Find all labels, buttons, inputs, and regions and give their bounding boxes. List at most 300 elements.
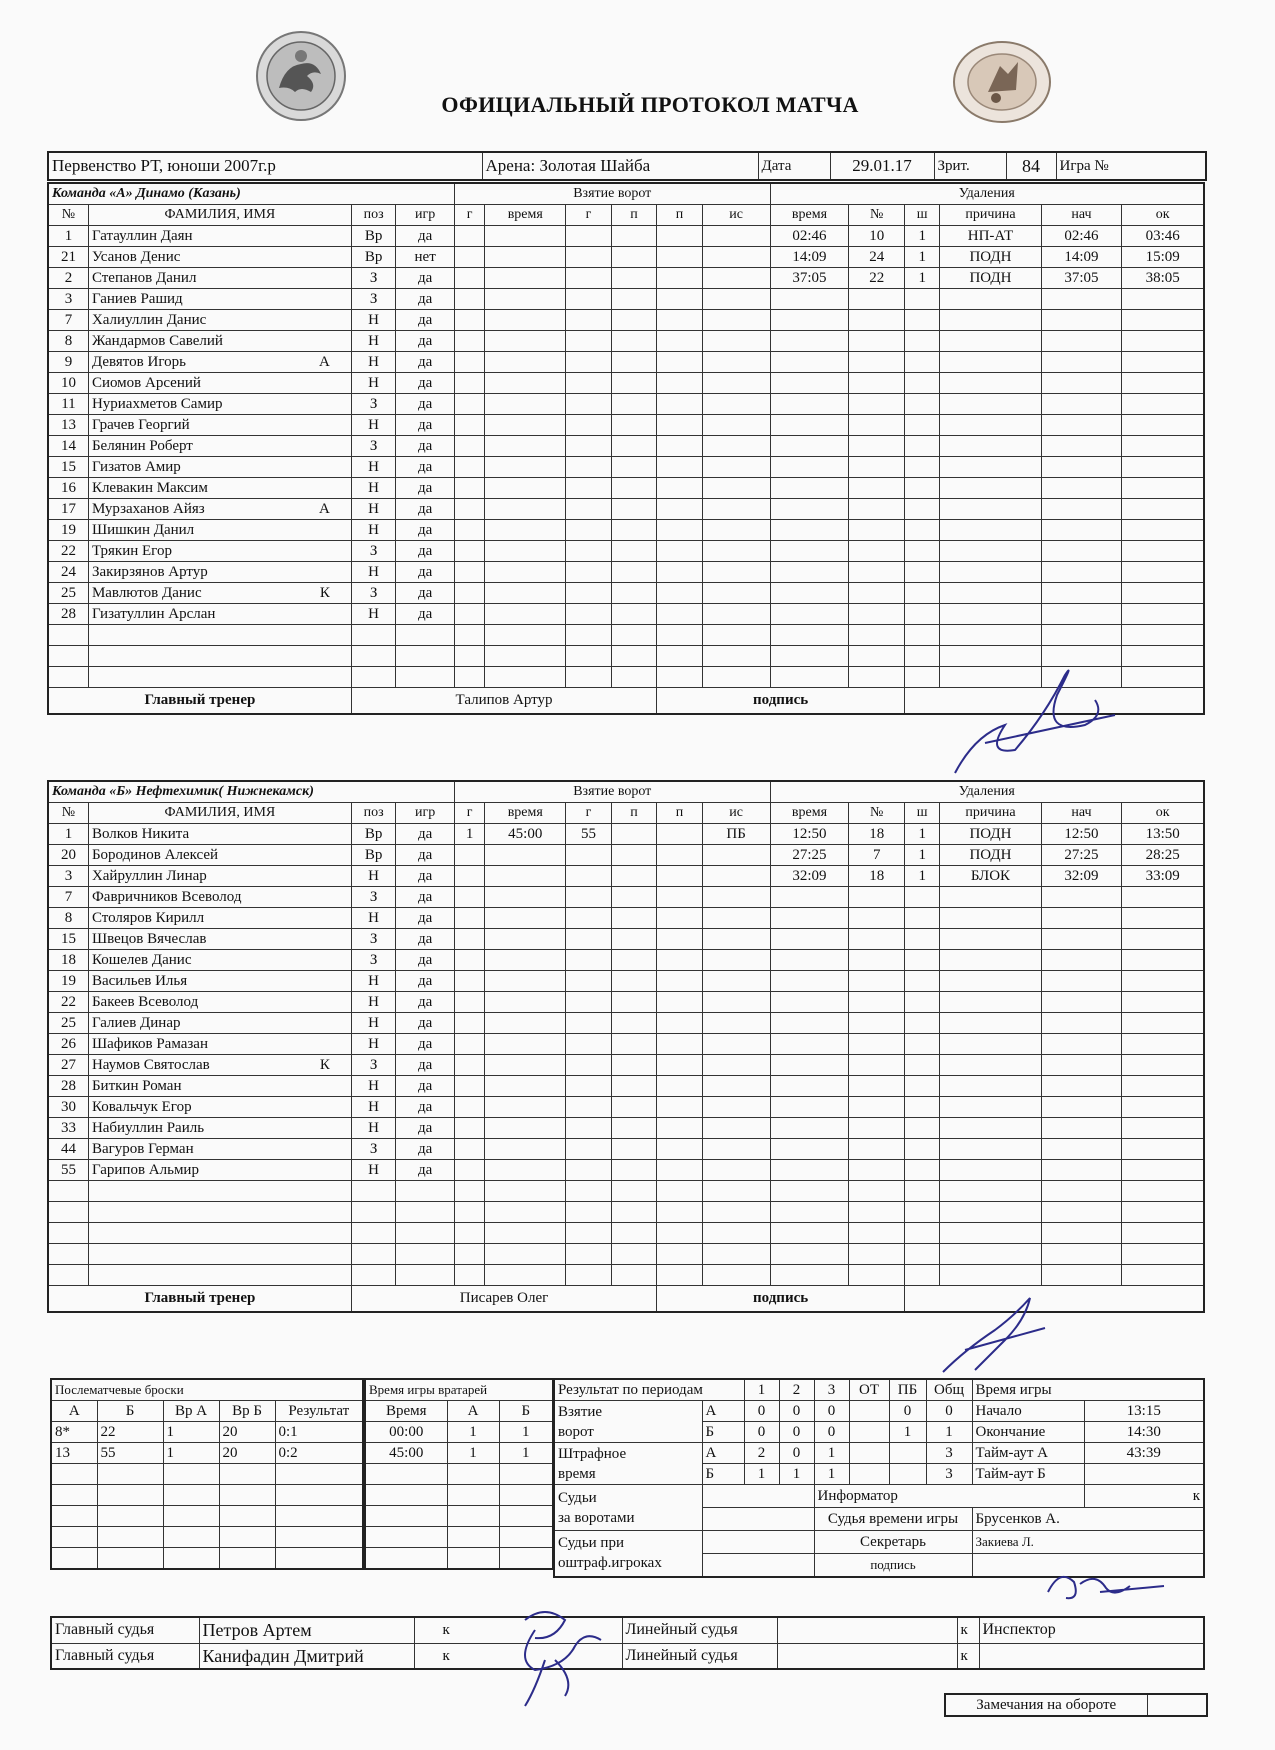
main-referee-1: Петров Артем (199, 1617, 414, 1643)
goal-is (702, 1181, 770, 1202)
goal-p1 (611, 866, 657, 887)
penalty-start (1041, 908, 1122, 929)
goal-g (454, 1097, 484, 1118)
player-name (88, 1202, 351, 1223)
period-value (849, 1443, 889, 1464)
player-position (351, 646, 395, 667)
goal-p2 (657, 415, 703, 436)
penalty-start (1041, 499, 1122, 520)
goal-g (454, 352, 484, 373)
goalie-time-row (365, 1464, 553, 1485)
goal-time (485, 499, 566, 520)
goal-gp (566, 1202, 612, 1223)
col-pen-end: ок (1122, 803, 1204, 824)
goalie-time-row (365, 1548, 553, 1570)
penalty-num (849, 1202, 905, 1223)
goal-time (485, 1223, 566, 1244)
goal-p2 (657, 824, 703, 845)
goal-g (454, 436, 484, 457)
team-a-title: Команда «А» Динамо (Казань) (48, 183, 454, 205)
player-position: З (351, 436, 395, 457)
goal-g (454, 908, 484, 929)
period-row (554, 1401, 1204, 1422)
goal-time (485, 352, 566, 373)
goal-g (454, 478, 484, 499)
goal-is (702, 1055, 770, 1076)
player-played: да (396, 971, 455, 992)
goal-time (485, 887, 566, 908)
penalty-reason: НП-АТ (940, 226, 1041, 247)
goal-p2 (657, 289, 703, 310)
goal-p1 (611, 992, 657, 1013)
penalty-time (770, 478, 849, 499)
goal-gp (566, 373, 612, 394)
penalty-start (1041, 950, 1122, 971)
player-number: 25 (48, 583, 88, 604)
player-number: 18 (48, 950, 88, 971)
penalty-time: 02:46 (770, 226, 849, 247)
penalty-end (1122, 310, 1204, 331)
player-played: да (396, 1118, 455, 1139)
goal-p2 (657, 373, 703, 394)
player-row (48, 583, 1204, 604)
shootout-col: А (51, 1401, 97, 1422)
goal-is (702, 929, 770, 950)
penalty-end (1122, 1118, 1204, 1139)
goal-gp (566, 1097, 612, 1118)
penalty-start (1041, 583, 1122, 604)
goal-is (702, 1013, 770, 1034)
goal-p2 (657, 1034, 703, 1055)
player-played: да (396, 845, 455, 866)
goalie-time-cell (499, 1548, 553, 1570)
goal-p1 (611, 929, 657, 950)
penalty-time: 37:05 (770, 268, 849, 289)
penalty-start (1041, 1076, 1122, 1097)
penalty-time (770, 604, 849, 625)
penalty-num (849, 1223, 905, 1244)
penalty-end (1122, 971, 1204, 992)
goal-is (702, 226, 770, 247)
goal-p2 (657, 247, 703, 268)
shootout-cell (275, 1527, 363, 1548)
goal-g (454, 1139, 484, 1160)
shootout-cell (219, 1464, 275, 1485)
penalty-reason (940, 1223, 1041, 1244)
player-name-text: Шафиков Рамазан (91, 1036, 208, 1052)
penalty-end (1122, 950, 1204, 971)
player-name-text: Гарипов Альмир (91, 1162, 199, 1178)
goal-p1 (611, 1076, 657, 1097)
goal-p2 (657, 1244, 703, 1265)
penalty-end (1122, 289, 1204, 310)
goal-g (454, 1223, 484, 1244)
goalie-time-row (365, 1443, 553, 1464)
goal-time (485, 226, 566, 247)
player-number: 3 (48, 289, 88, 310)
penalty-min (905, 604, 940, 625)
penalty-num (849, 908, 905, 929)
penalty-min: 1 (905, 268, 940, 289)
penalty-num (849, 1076, 905, 1097)
player-played: да (396, 1034, 455, 1055)
goal-p1 (611, 562, 657, 583)
penalty-reason (940, 562, 1041, 583)
penalty-time (770, 1055, 849, 1076)
penalty-min (905, 310, 940, 331)
team-b-goals-title: Взятие ворот (454, 781, 770, 803)
player-name (88, 1244, 351, 1265)
goal-is (702, 950, 770, 971)
player-row (48, 1244, 1204, 1265)
penalty-end (1122, 1013, 1204, 1034)
goal-gp (566, 415, 612, 436)
penalty-min (905, 1055, 940, 1076)
penalty-num (849, 520, 905, 541)
penalty-reason (940, 520, 1041, 541)
goal-gp (566, 268, 612, 289)
penalty-time (770, 499, 849, 520)
penalty-reason (940, 1160, 1041, 1181)
player-position: Н (351, 1013, 395, 1034)
main-referee-label-1: Главный судья (51, 1617, 199, 1643)
goal-is (702, 1118, 770, 1139)
penalty-time (770, 950, 849, 971)
player-position: Н (351, 1076, 395, 1097)
player-name (88, 887, 351, 908)
penalty-end (1122, 436, 1204, 457)
shootout-cell (97, 1506, 163, 1527)
goal-p1 (611, 950, 657, 971)
goal-gp (566, 1139, 612, 1160)
player-row (48, 1160, 1204, 1181)
goal-g (454, 625, 484, 646)
goal-g (454, 971, 484, 992)
goal-is (702, 457, 770, 478)
goal-p1 (611, 478, 657, 499)
player-name-text: Бакеев Всеволод (91, 994, 199, 1010)
goal-is (702, 331, 770, 352)
player-name (88, 1223, 351, 1244)
period-value (849, 1422, 889, 1443)
player-name (88, 667, 351, 688)
goal-g (454, 1202, 484, 1223)
goal-g (454, 1265, 484, 1286)
penalty-num: 7 (849, 845, 905, 866)
goal-g (454, 1034, 484, 1055)
player-name-text: Гатауллин Даян (91, 228, 193, 244)
goalie-time-cell: 00:00 (365, 1422, 447, 1443)
player-row (48, 373, 1204, 394)
penalty-min (905, 436, 940, 457)
linesman-1 (777, 1617, 957, 1643)
player-name (88, 310, 351, 331)
goal-time (485, 1139, 566, 1160)
penalty-end: 03:46 (1122, 226, 1204, 247)
player-played: да (396, 1160, 455, 1181)
penalty-start (1041, 415, 1122, 436)
player-row (48, 247, 1204, 268)
shootout-cell: 55 (97, 1443, 163, 1464)
goal-g (454, 646, 484, 667)
player-number: 26 (48, 1034, 88, 1055)
penalty-num (849, 992, 905, 1013)
col-pen-time: время (770, 205, 849, 226)
penalty-start (1041, 1034, 1122, 1055)
team-b-table (47, 780, 1205, 1313)
goal-p1 (611, 394, 657, 415)
penalty-end: 38:05 (1122, 268, 1204, 289)
player-position: Вр (351, 247, 395, 268)
goal-is (702, 541, 770, 562)
player-number: 28 (48, 1076, 88, 1097)
player-played: да (396, 604, 455, 625)
goal-p2 (657, 499, 703, 520)
main-referee-label-2: Главный судья (51, 1643, 199, 1669)
player-name-text: Наумов Святослав (91, 1057, 210, 1073)
penalty-time: 27:25 (770, 845, 849, 866)
goal-p1 (611, 520, 657, 541)
goalie-time-cell (365, 1527, 447, 1548)
goal-time (485, 845, 566, 866)
goal-is (702, 1202, 770, 1223)
penalty-reason (940, 352, 1041, 373)
goal-g (454, 604, 484, 625)
goalie-time-cell (447, 1485, 499, 1506)
player-row (48, 1265, 1204, 1286)
goal-gp (566, 646, 612, 667)
penalty-num (849, 583, 905, 604)
shootout-cell: 20 (219, 1443, 275, 1464)
player-row (48, 541, 1204, 562)
player-position: Н (351, 520, 395, 541)
player-position (351, 1244, 395, 1265)
goal-time (485, 971, 566, 992)
goal-g (454, 1181, 484, 1202)
player-played: да (396, 310, 455, 331)
penalty-num (849, 352, 905, 373)
goal-time (485, 625, 566, 646)
goal-p2 (657, 583, 703, 604)
player-name-text: Мавлютов Данис (91, 585, 202, 601)
player-played: да (396, 478, 455, 499)
penalty-end (1122, 1055, 1204, 1076)
penalty-min (905, 1139, 940, 1160)
penalty-min (905, 541, 940, 562)
goal-p1 (611, 226, 657, 247)
penalty-end (1122, 1223, 1204, 1244)
penalty-start (1041, 1118, 1122, 1139)
penalty-end (1122, 394, 1204, 415)
goal-p2 (657, 394, 703, 415)
team-a-coach-name: Талипов Артур (351, 688, 656, 714)
goal-p1 (611, 1118, 657, 1139)
goal-is (702, 971, 770, 992)
goal-p1 (611, 1223, 657, 1244)
penalty-time (770, 1160, 849, 1181)
player-position: Н (351, 499, 395, 520)
penalty-reason (940, 310, 1041, 331)
player-number: 30 (48, 1097, 88, 1118)
shootout-row (51, 1548, 363, 1570)
player-name (88, 1076, 351, 1097)
goalie-time-table (364, 1378, 554, 1570)
penalty-num (849, 499, 905, 520)
goal-time (485, 268, 566, 289)
player-played (396, 1244, 455, 1265)
player-played: да (396, 583, 455, 604)
penalty-reason (940, 1034, 1041, 1055)
penalty-num (849, 1181, 905, 1202)
player-played: да (396, 562, 455, 583)
hockey-federation-seal (952, 40, 1052, 124)
penalty-start (1041, 1223, 1122, 1244)
goal-gp (566, 520, 612, 541)
shootout-row (51, 1464, 363, 1485)
player-number: 8 (48, 331, 88, 352)
goal-g (454, 667, 484, 688)
player-name (88, 845, 351, 866)
penalty-end (1122, 520, 1204, 541)
goal-p2 (657, 1097, 703, 1118)
player-number: 14 (48, 436, 88, 457)
period-team: Б (702, 1422, 744, 1443)
goal-is (702, 604, 770, 625)
goalie-time-col: Время (365, 1401, 447, 1422)
player-name-text: Бородинов Алексей (91, 847, 219, 863)
penalty-reason (940, 1097, 1041, 1118)
goal-g (454, 499, 484, 520)
penalty-end (1122, 887, 1204, 908)
penalty-min (905, 352, 940, 373)
penalty-min (905, 667, 940, 688)
linesman-label-2: Линейный судья (622, 1643, 777, 1669)
goalie-time-row (365, 1506, 553, 1527)
goal-g (454, 1055, 484, 1076)
player-number: 15 (48, 457, 88, 478)
box-judge-1 (702, 1531, 814, 1554)
goal-g (454, 373, 484, 394)
goalie-time-cell (365, 1506, 447, 1527)
goal-p1 (611, 415, 657, 436)
player-name-text: Ганиев Рашид (91, 291, 183, 307)
goal-p1 (611, 541, 657, 562)
penalty-end (1122, 929, 1204, 950)
player-name-text: Шишкин Данил (91, 522, 195, 538)
player-position: Н (351, 992, 395, 1013)
goal-p2 (657, 625, 703, 646)
player-name (88, 478, 351, 499)
goal-p2 (657, 226, 703, 247)
penalty-num (849, 289, 905, 310)
goal-gp (566, 541, 612, 562)
player-row (48, 1118, 1204, 1139)
player-name (88, 929, 351, 950)
player-position: Н (351, 352, 395, 373)
period-team: А (702, 1443, 744, 1464)
goal-is (702, 1265, 770, 1286)
player-row (48, 331, 1204, 352)
player-position (351, 1202, 395, 1223)
goal-is (702, 1097, 770, 1118)
goal-time (485, 373, 566, 394)
penalty-num (849, 1034, 905, 1055)
player-number: 1 (48, 226, 88, 247)
player-row (48, 457, 1204, 478)
penalty-start (1041, 992, 1122, 1013)
player-row (48, 604, 1204, 625)
player-position: З (351, 394, 395, 415)
goal-time (485, 992, 566, 1013)
goal-gp (566, 499, 612, 520)
period-value: 0 (889, 1401, 926, 1422)
main-referee-1-k: к (414, 1617, 622, 1643)
goal-gp (566, 394, 612, 415)
player-played: да (396, 226, 455, 247)
player-row (48, 887, 1204, 908)
player-played: да (396, 1013, 455, 1034)
col-num: № (48, 803, 88, 824)
player-name-text: Усанов Денис (91, 249, 181, 265)
penalty-min (905, 1265, 940, 1286)
col-pos: поз (351, 205, 395, 226)
main-referee-2-k: к (414, 1643, 622, 1669)
goal-time (485, 1076, 566, 1097)
player-position: Н (351, 562, 395, 583)
penalty-reason (940, 1118, 1041, 1139)
date-label: Дата (758, 152, 830, 180)
player-position: З (351, 1139, 395, 1160)
period-value: 1 (889, 1422, 926, 1443)
penalty-min (905, 583, 940, 604)
player-name (88, 1160, 351, 1181)
period-value: 1 (744, 1464, 779, 1485)
player-position: З (351, 583, 395, 604)
goal-gp (566, 1118, 612, 1139)
col-pen-time: время (770, 803, 849, 824)
period-value: 1 (926, 1422, 972, 1443)
player-name-text: Хайруллин Линар (91, 868, 207, 884)
penalty-start (1041, 289, 1122, 310)
shootout-cell: 0:1 (275, 1422, 363, 1443)
shootout-cell (219, 1527, 275, 1548)
shootout-cell (51, 1464, 97, 1485)
tournament-name: Первенство РТ, юноши 2007г.р (48, 152, 482, 180)
team-b-coach-label: Главный тренер (48, 1286, 351, 1312)
penalty-end (1122, 352, 1204, 373)
penalty-end (1122, 373, 1204, 394)
goal-gp (566, 1034, 612, 1055)
penalty-time (770, 887, 849, 908)
goal-is (702, 394, 770, 415)
goal-time (485, 866, 566, 887)
goal-is (702, 1160, 770, 1181)
penalty-reason (940, 1244, 1041, 1265)
penalty-num (849, 667, 905, 688)
player-name (88, 499, 351, 520)
inspector-name (979, 1643, 1204, 1669)
goal-p2 (657, 845, 703, 866)
period-value: 2 (744, 1443, 779, 1464)
penalty-min (905, 929, 940, 950)
goal-gp (566, 950, 612, 971)
penalty-reason (940, 929, 1041, 950)
player-name (88, 247, 351, 268)
penalty-num (849, 331, 905, 352)
goal-time (485, 1097, 566, 1118)
shootout-row (51, 1527, 363, 1548)
penalty-reason (940, 373, 1041, 394)
